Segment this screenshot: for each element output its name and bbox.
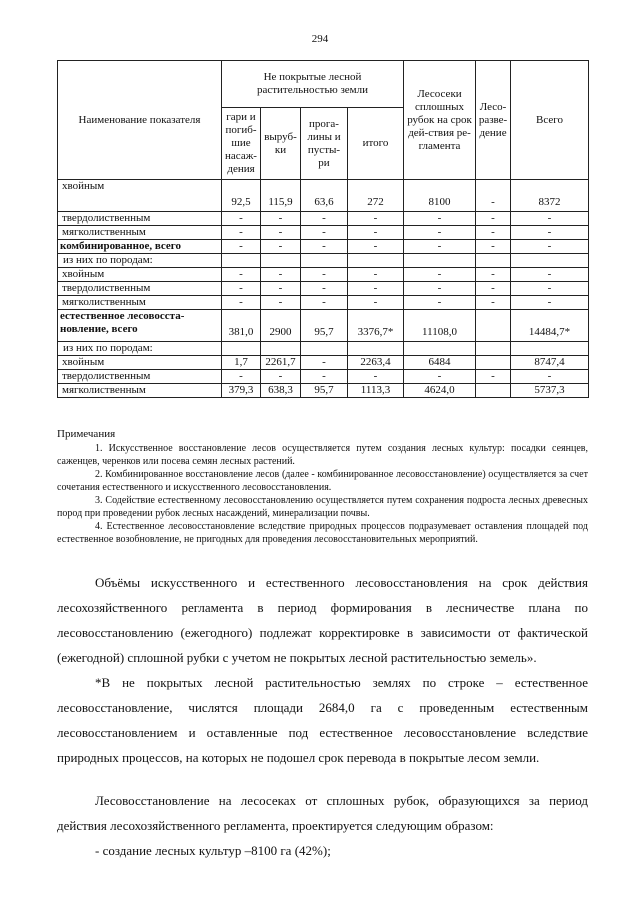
table-cell: - [348, 268, 404, 282]
table-cell: - [404, 226, 476, 240]
row-label: твердолиственным [58, 212, 222, 226]
body-paragraph: Объёмы искусственного и естественного лесовосстановления на срок действия лесохозяйственного регламента в период формирования в лесничестве плана по лесовосстановлению (ежегодного) подлежат корректировке в зависимости от фактической (ежегодной) сплошной рубки с учетом не покрытых лесной растительностью земель». [57, 575, 588, 665]
header-cuttings: Лесосеки сплошных рубок на срок дей-ствия ре-гламента [404, 61, 476, 180]
table-cell: - [261, 370, 301, 384]
table-cell: 8372 [511, 180, 589, 212]
table-cell: - [476, 240, 511, 254]
table-cell: 4624,0 [404, 384, 476, 398]
table-cell: - [222, 282, 261, 296]
table-row [58, 342, 589, 356]
note-item: 4. Естественное лесовосстановление вследствие природных процессов подразумевает оставления площадей под естественное возобновление, не пригодных для проведения лесовосстановительных мероприятий. [57, 521, 588, 545]
table-cell [261, 254, 301, 268]
table-cell: 6484 [404, 356, 476, 370]
notes-title: Примечания [57, 428, 116, 440]
table-cell [348, 254, 404, 268]
table-cell [511, 254, 589, 268]
table-cell: 1,7 [222, 356, 261, 370]
body-paragraph: Лесовосстановление на лесосеках от сплошных рубок, образующихся за период действия лесохозяйственного регламента, проектируется следующим образом: [57, 793, 588, 833]
table-cell: - [476, 282, 511, 296]
table-cell: - [301, 240, 348, 254]
body-paragraph: *В не покрытых лесной растительностью землях по строке – естественное лесовосстановление, числятся площади 2684,0 га с проведенным естественным лесовосстановлением и оставленные под естественное лесовосстановление вследствие природных процессов, на которых не подошел срок перевода в покрытые лесом земли. [57, 675, 588, 765]
table-cell: 115,9 [261, 180, 301, 212]
table-cell: - [348, 370, 404, 384]
table-cell: 5737,3 [511, 384, 589, 398]
table-row [58, 384, 589, 398]
table-cell: 272 [348, 180, 404, 212]
table-cell [261, 342, 301, 356]
row-label: мягколиственным [58, 296, 222, 310]
row-label: из них по породам: [58, 342, 222, 356]
table-cell: - [348, 240, 404, 254]
table-cell: - [511, 268, 589, 282]
table-row [58, 282, 589, 296]
table-cell: - [511, 370, 589, 384]
header-burned: гари и погиб-шие насаж-дения [222, 108, 261, 180]
table-cell [476, 342, 511, 356]
table-cell [222, 254, 261, 268]
table-cell: - [222, 296, 261, 310]
table-row [58, 180, 589, 212]
row-label: твердолиственным [58, 370, 222, 384]
table-cell: - [404, 370, 476, 384]
table-cell [476, 310, 511, 342]
table-cell: - [301, 356, 348, 370]
row-label: хвойным [58, 268, 222, 282]
table-cell: - [511, 212, 589, 226]
table-cell: - [511, 296, 589, 310]
table-cell: - [261, 226, 301, 240]
table-row [58, 226, 589, 240]
note-item: 3. Содействие естественному лесовосстановлению осуществляется путем сохранения подроста лесных древесных пород при проведении рубок лесных насаждений, минерализации почвы. [57, 495, 588, 519]
table-cell [404, 254, 476, 268]
table-cell: 95,7 [301, 310, 348, 342]
table-cell: - [301, 226, 348, 240]
header-glades: прога-лины и пусты-ри [301, 108, 348, 180]
row-label: хвойным [58, 356, 222, 370]
table-row [58, 296, 589, 310]
table-cell: - [476, 268, 511, 282]
table-cell: 638,3 [261, 384, 301, 398]
table-cell: - [404, 240, 476, 254]
table-cell: - [301, 296, 348, 310]
body-list-item: - создание лесных культур –8100 га (42%); [95, 843, 331, 858]
table-cell [301, 342, 348, 356]
table-row [58, 356, 589, 370]
table-cell: - [476, 212, 511, 226]
table-cell: - [222, 212, 261, 226]
header-uncovered-lands: Не покрытые лесной растительностью земли [222, 61, 404, 108]
row-label: мягколиственным [58, 384, 222, 398]
table-cell: 8747,4 [511, 356, 589, 370]
table-cell: 2261,7 [261, 356, 301, 370]
body-text [57, 570, 588, 863]
table-row [58, 254, 589, 268]
table-cell: - [222, 226, 261, 240]
table-cell: 63,6 [301, 180, 348, 212]
header-afforestation: Лесо-разве-дение [476, 61, 511, 180]
table-cell: - [301, 268, 348, 282]
table-cell: 1113,3 [348, 384, 404, 398]
table-cell: - [404, 212, 476, 226]
table-cell: 8100 [404, 180, 476, 212]
table-cell: - [476, 296, 511, 310]
table-cell: - [222, 370, 261, 384]
table-cell: - [222, 268, 261, 282]
table-row [58, 268, 589, 282]
note-item: 1. Искусственное восстановление лесов осуществляется путем создания лесных культур: посадки сеянцев, саженцев, черенков или посева семян лесных растений. [57, 443, 588, 467]
table-cell [404, 342, 476, 356]
table-cell: - [476, 226, 511, 240]
reforestation-table [57, 60, 589, 398]
row-label: мягколиственным [58, 226, 222, 240]
header-clearings: выруб-ки [261, 108, 301, 180]
table-cell: 381,0 [222, 310, 261, 342]
table-cell: 95,7 [301, 384, 348, 398]
row-label: хвойным [58, 180, 222, 212]
table-cell: - [348, 212, 404, 226]
table-cell: - [301, 370, 348, 384]
row-label: естественное лесовосста-новление, всего [58, 310, 222, 342]
table-cell: - [511, 240, 589, 254]
table-cell [476, 356, 511, 370]
table-row [58, 310, 589, 342]
notes-section [57, 428, 588, 546]
table-cell: - [476, 180, 511, 212]
table-body [58, 180, 589, 398]
table-cell: - [261, 240, 301, 254]
table-cell [348, 342, 404, 356]
table-cell: - [348, 226, 404, 240]
header-subtotal: итого [348, 108, 404, 180]
table-cell: 3376,7* [348, 310, 404, 342]
page-number: 294 [311, 33, 329, 45]
row-label: твердолиственным [58, 282, 222, 296]
table-cell: - [404, 282, 476, 296]
table-cell: 92,5 [222, 180, 261, 212]
table-cell: - [348, 282, 404, 296]
table-cell: - [261, 282, 301, 296]
table-row [58, 240, 589, 254]
table-cell [476, 254, 511, 268]
table-cell: 2263,4 [348, 356, 404, 370]
table-cell [511, 342, 589, 356]
table-cell: - [511, 282, 589, 296]
table-cell: 379,3 [222, 384, 261, 398]
table-cell [476, 384, 511, 398]
header-name: Наименование показателя [58, 61, 222, 180]
table-cell: 11108,0 [404, 310, 476, 342]
table-cell: - [222, 240, 261, 254]
table-cell: - [404, 268, 476, 282]
table-cell: - [404, 296, 476, 310]
row-label: комбинированное, всего [58, 240, 222, 254]
table-cell: 14484,7* [511, 310, 589, 342]
table-cell: - [348, 296, 404, 310]
header-total: Всего [511, 61, 589, 180]
table-row [58, 212, 589, 226]
table-cell: - [476, 370, 511, 384]
table-cell [301, 254, 348, 268]
table-cell: - [261, 212, 301, 226]
table-cell: - [301, 282, 348, 296]
table-cell: - [261, 296, 301, 310]
table-cell: - [261, 268, 301, 282]
row-label: из них по породам: [58, 254, 222, 268]
table-cell: 2900 [261, 310, 301, 342]
note-item: 2. Комбинированное восстановление лесов (далее - комбинированное лесовосстановление) осуществляется за счет сочетания естественного и искусственного лесовосстановления. [57, 469, 588, 493]
table-cell: - [301, 212, 348, 226]
table-row [58, 370, 589, 384]
table-cell [222, 342, 261, 356]
table-cell: - [511, 226, 589, 240]
